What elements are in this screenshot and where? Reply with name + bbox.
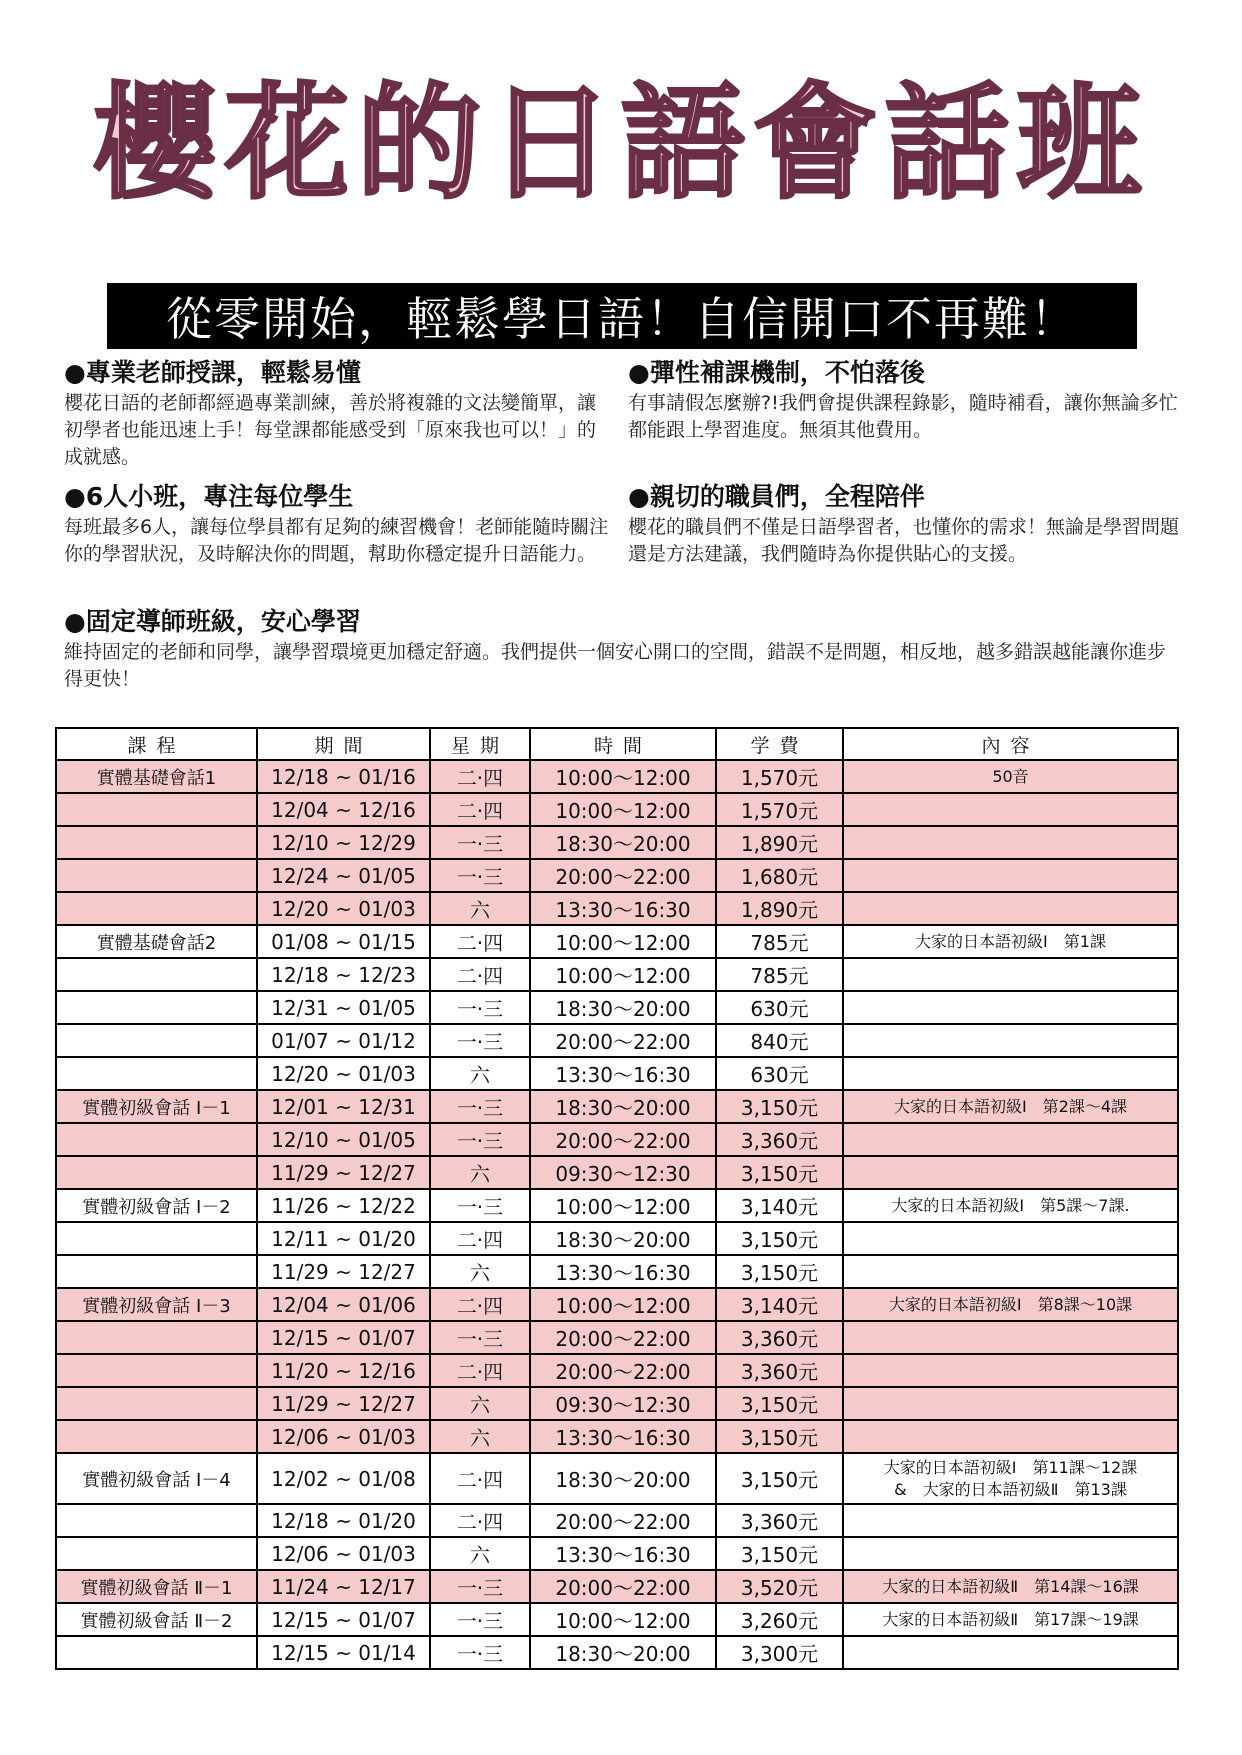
content-cell: 大家的日本語初級Ⅰ 第2課～4課 bbox=[843, 1090, 1178, 1123]
time-cell: 18:30～20:00 bbox=[530, 1453, 716, 1504]
fee-cell: 3,150元 bbox=[716, 1453, 843, 1504]
table-row bbox=[56, 793, 1178, 826]
time-cell: 13:30～16:30 bbox=[530, 1420, 716, 1453]
content-cell: 大家的日本語初級Ⅰ 第8課～10課 bbox=[843, 1288, 1178, 1321]
fee-cell: 3,260元 bbox=[716, 1603, 843, 1636]
fee-cell: 3,150元 bbox=[716, 1255, 843, 1288]
content-cell: 大家的日本語初級Ⅱ 第17課～19課 bbox=[843, 1603, 1178, 1636]
fee-cell: 785元 bbox=[716, 925, 843, 958]
col-header-fee: 学費 bbox=[716, 728, 843, 760]
time-cell: 09:30～12:30 bbox=[530, 1156, 716, 1189]
table-row bbox=[56, 1504, 1178, 1537]
fee-cell: 3,150元 bbox=[716, 1222, 843, 1255]
content-cell bbox=[843, 1156, 1178, 1189]
period-cell: 12/20 ~ 01/03 bbox=[257, 892, 430, 925]
table-row bbox=[56, 1156, 1178, 1189]
course-cell bbox=[56, 1537, 257, 1570]
content-cell bbox=[843, 1420, 1178, 1453]
table-row bbox=[56, 1024, 1178, 1057]
fee-cell: 1,890元 bbox=[716, 826, 843, 859]
slogan-banner: 從零開始，輕鬆學日語！自信開口不再難！ bbox=[107, 283, 1137, 349]
course-cell bbox=[56, 892, 257, 925]
period-cell: 12/15 ~ 01/14 bbox=[257, 1636, 430, 1669]
period-cell: 12/24 ~ 01/05 bbox=[257, 859, 430, 892]
content-cell: 大家的日本語初級Ⅰ 第11課～12課 & 大家的日本語初級Ⅱ 第13課 bbox=[843, 1453, 1178, 1504]
col-header-time: 時間 bbox=[530, 728, 716, 760]
content-cell bbox=[843, 859, 1178, 892]
fee-cell: 3,300元 bbox=[716, 1636, 843, 1669]
period-cell: 11/24 ~ 12/17 bbox=[257, 1570, 430, 1603]
fee-cell: 3,520元 bbox=[716, 1570, 843, 1603]
weekday-cell: 六 bbox=[430, 1057, 530, 1090]
fee-cell: 3,360元 bbox=[716, 1321, 843, 1354]
table-row bbox=[56, 1387, 1178, 1420]
content-cell bbox=[843, 958, 1178, 991]
weekday-cell: 六 bbox=[430, 1537, 530, 1570]
period-cell: 11/29 ~ 12/27 bbox=[257, 1387, 430, 1420]
weekday-cell: 二·四 bbox=[430, 958, 530, 991]
content-cell bbox=[843, 1636, 1178, 1669]
course-cell bbox=[56, 859, 257, 892]
time-cell: 20:00～22:00 bbox=[530, 1321, 716, 1354]
table-row bbox=[56, 1057, 1178, 1090]
weekday-cell: 二·四 bbox=[430, 1354, 530, 1387]
table-row bbox=[56, 1255, 1178, 1288]
period-cell: 11/29 ~ 12/27 bbox=[257, 1255, 430, 1288]
feature-professional-teachers bbox=[64, 356, 614, 471]
course-cell bbox=[56, 1123, 257, 1156]
content-cell: 大家的日本語初級Ⅱ 第14課～16課 bbox=[843, 1570, 1178, 1603]
period-cell: 12/18 ~ 12/23 bbox=[257, 958, 430, 991]
weekday-cell: 一·三 bbox=[430, 1090, 530, 1123]
table-row bbox=[56, 925, 1178, 958]
course-cell: 實體初級會話 Ⅰ－4 bbox=[56, 1453, 257, 1504]
table-row bbox=[56, 958, 1178, 991]
period-cell: 12/31 ~ 01/05 bbox=[257, 991, 430, 1024]
feature-text: 每班最多6人，讓每位學員都有足夠的練習機會！老師能隨時關注你的學習狀況，及時解決你的問題，幫助你穩定提升日語能力。 bbox=[64, 516, 609, 565]
time-cell: 20:00～22:00 bbox=[530, 1570, 716, 1603]
time-cell: 20:00～22:00 bbox=[530, 859, 716, 892]
period-cell: 12/06 ~ 01/03 bbox=[257, 1420, 430, 1453]
fee-cell: 1,890元 bbox=[716, 892, 843, 925]
weekday-cell: 一·三 bbox=[430, 1321, 530, 1354]
feature-heading: ●親切的職員們，全程陪伴 bbox=[628, 482, 925, 511]
weekday-cell: 六 bbox=[430, 892, 530, 925]
content-cell bbox=[843, 1354, 1178, 1387]
weekday-cell: 一·三 bbox=[430, 1189, 530, 1222]
content-cell bbox=[843, 1222, 1178, 1255]
content-cell: 50音 bbox=[843, 760, 1178, 793]
course-cell bbox=[56, 1024, 257, 1057]
content-cell bbox=[843, 1504, 1178, 1537]
period-cell: 12/10 ~ 01/05 bbox=[257, 1123, 430, 1156]
time-cell: 10:00～12:00 bbox=[530, 1288, 716, 1321]
fee-cell: 1,570元 bbox=[716, 793, 843, 826]
course-cell: 實體初級會話 Ⅰ－1 bbox=[56, 1090, 257, 1123]
weekday-cell: 一·三 bbox=[430, 826, 530, 859]
feature-text: 櫻花日語的老師都經過專業訓練，善於將複雜的文法變簡單，讓初學者也能迅速上手！每堂課都能感受到「原來我也可以！」的成就感。 bbox=[64, 392, 597, 468]
course-cell bbox=[56, 1420, 257, 1453]
course-cell bbox=[56, 1354, 257, 1387]
feature-heading: ●固定導師班級，安心學習 bbox=[64, 607, 361, 636]
table-row bbox=[56, 892, 1178, 925]
feature-heading: ●彈性補課機制，不怕落後 bbox=[628, 358, 925, 387]
period-cell: 12/04 ~ 12/16 bbox=[257, 793, 430, 826]
weekday-cell: 二·四 bbox=[430, 1504, 530, 1537]
table-row bbox=[56, 1354, 1178, 1387]
col-header-content: 內容 bbox=[843, 728, 1178, 760]
table-row bbox=[56, 1288, 1178, 1321]
feature-small-class bbox=[64, 480, 614, 568]
weekday-cell: 二·四 bbox=[430, 793, 530, 826]
table-row bbox=[56, 1570, 1178, 1603]
weekday-cell: 一·三 bbox=[430, 1570, 530, 1603]
content-cell bbox=[843, 1321, 1178, 1354]
fee-cell: 3,150元 bbox=[716, 1387, 843, 1420]
table-row bbox=[56, 1189, 1178, 1222]
course-cell bbox=[56, 1636, 257, 1669]
table-row bbox=[56, 991, 1178, 1024]
time-cell: 20:00～22:00 bbox=[530, 1123, 716, 1156]
course-cell: 實體初級會話 Ⅰ－3 bbox=[56, 1288, 257, 1321]
fee-cell: 3,150元 bbox=[716, 1156, 843, 1189]
weekday-cell: 一·三 bbox=[430, 991, 530, 1024]
table-row bbox=[56, 1222, 1178, 1255]
period-cell: 12/11 ~ 01/20 bbox=[257, 1222, 430, 1255]
table-row bbox=[56, 1537, 1178, 1570]
course-cell bbox=[56, 793, 257, 826]
period-cell: 12/01 ~ 12/31 bbox=[257, 1090, 430, 1123]
content-cell bbox=[843, 826, 1178, 859]
table-row bbox=[56, 826, 1178, 859]
fee-cell: 630元 bbox=[716, 1057, 843, 1090]
col-header-weekday: 星期 bbox=[430, 728, 530, 760]
period-cell: 12/06 ~ 01/03 bbox=[257, 1537, 430, 1570]
content-cell bbox=[843, 1024, 1178, 1057]
table-row bbox=[56, 1090, 1178, 1123]
time-cell: 10:00～12:00 bbox=[530, 1603, 716, 1636]
content-cell bbox=[843, 1255, 1178, 1288]
period-cell: 12/20 ~ 01/03 bbox=[257, 1057, 430, 1090]
feature-text: 有事請假怎麼辦?!我們會提供課程錄影，隨時補看，讓你無論多忙都能跟上學習進度。無須其他費用。 bbox=[628, 392, 1178, 441]
course-cell bbox=[56, 826, 257, 859]
content-cell bbox=[843, 991, 1178, 1024]
feature-friendly-staff bbox=[628, 480, 1184, 568]
page-title: 櫻花的日語會話班 bbox=[92, 72, 1149, 216]
period-cell: 11/29 ~ 12/27 bbox=[257, 1156, 430, 1189]
fee-cell: 1,570元 bbox=[716, 760, 843, 793]
course-cell bbox=[56, 1504, 257, 1537]
weekday-cell: 二·四 bbox=[430, 1453, 530, 1504]
feature-makeup-classes bbox=[628, 356, 1184, 444]
table-row bbox=[56, 760, 1178, 793]
col-header-course: 課程 bbox=[56, 728, 257, 760]
feature-fixed-tutor bbox=[64, 605, 1184, 693]
course-cell bbox=[56, 1387, 257, 1420]
fee-cell: 3,140元 bbox=[716, 1189, 843, 1222]
course-cell: 實體初級會話 Ⅱ－1 bbox=[56, 1570, 257, 1603]
table-row bbox=[56, 1453, 1178, 1504]
weekday-cell: 六 bbox=[430, 1420, 530, 1453]
weekday-cell: 一·三 bbox=[430, 1636, 530, 1669]
fee-cell: 840元 bbox=[716, 1024, 843, 1057]
time-cell: 10:00～12:00 bbox=[530, 760, 716, 793]
fee-cell: 3,150元 bbox=[716, 1537, 843, 1570]
period-cell: 12/15 ~ 01/07 bbox=[257, 1321, 430, 1354]
fee-cell: 785元 bbox=[716, 958, 843, 991]
content-cell bbox=[843, 793, 1178, 826]
table-row bbox=[56, 1603, 1178, 1636]
weekday-cell: 二·四 bbox=[430, 925, 530, 958]
course-cell bbox=[56, 991, 257, 1024]
period-cell: 12/18 ~ 01/20 bbox=[257, 1504, 430, 1537]
time-cell: 10:00～12:00 bbox=[530, 1189, 716, 1222]
period-cell: 12/02 ~ 01/08 bbox=[257, 1453, 430, 1504]
time-cell: 20:00～22:00 bbox=[530, 1354, 716, 1387]
time-cell: 18:30～20:00 bbox=[530, 1222, 716, 1255]
time-cell: 13:30～16:30 bbox=[530, 1537, 716, 1570]
course-cell bbox=[56, 1321, 257, 1354]
weekday-cell: 二·四 bbox=[430, 760, 530, 793]
weekday-cell: 二·四 bbox=[430, 1288, 530, 1321]
time-cell: 18:30～20:00 bbox=[530, 1636, 716, 1669]
content-cell bbox=[843, 1537, 1178, 1570]
fee-cell: 3,150元 bbox=[716, 1420, 843, 1453]
feature-heading: ●專業老師授課，輕鬆易懂 bbox=[64, 358, 361, 387]
fee-cell: 3,150元 bbox=[716, 1090, 843, 1123]
course-cell bbox=[56, 1057, 257, 1090]
col-header-period: 期間 bbox=[257, 728, 430, 760]
course-cell bbox=[56, 1255, 257, 1288]
content-cell bbox=[843, 1123, 1178, 1156]
course-cell: 實體基礎會話1 bbox=[56, 760, 257, 793]
table-row bbox=[56, 1636, 1178, 1669]
table-header-row bbox=[56, 728, 1178, 760]
time-cell: 09:30～12:30 bbox=[530, 1387, 716, 1420]
weekday-cell: 一·三 bbox=[430, 1123, 530, 1156]
period-cell: 11/26 ~ 12/22 bbox=[257, 1189, 430, 1222]
table-row bbox=[56, 1420, 1178, 1453]
time-cell: 20:00～22:00 bbox=[530, 1024, 716, 1057]
table-row bbox=[56, 1123, 1178, 1156]
period-cell: 12/15 ~ 01/07 bbox=[257, 1603, 430, 1636]
fee-cell: 630元 bbox=[716, 991, 843, 1024]
time-cell: 18:30～20:00 bbox=[530, 991, 716, 1024]
time-cell: 13:30～16:30 bbox=[530, 1057, 716, 1090]
content-cell bbox=[843, 892, 1178, 925]
time-cell: 10:00～12:00 bbox=[530, 958, 716, 991]
course-cell bbox=[56, 958, 257, 991]
content-cell: 大家的日本語初級Ⅰ 第1課 bbox=[843, 925, 1178, 958]
time-cell: 10:00～12:00 bbox=[530, 925, 716, 958]
period-cell: 12/04 ~ 01/06 bbox=[257, 1288, 430, 1321]
schedule-table bbox=[55, 727, 1179, 1670]
feature-text: 維持固定的老師和同學，讓學習環境更加穩定舒適。我們提供一個安心開口的空間，錯誤不是問題，相反地，越多錯誤越能讓你進步得更快！ bbox=[64, 641, 1167, 690]
time-cell: 13:30～16:30 bbox=[530, 892, 716, 925]
time-cell: 20:00～22:00 bbox=[530, 1504, 716, 1537]
period-cell: 01/08 ~ 01/15 bbox=[257, 925, 430, 958]
fee-cell: 3,360元 bbox=[716, 1504, 843, 1537]
feature-text: 櫻花的職員們不僅是日語學習者，也懂你的需求！無論是學習問題還是方法建議，我們隨時為你提供貼心的支援。 bbox=[628, 516, 1180, 565]
weekday-cell: 一·三 bbox=[430, 1603, 530, 1636]
time-cell: 18:30～20:00 bbox=[530, 826, 716, 859]
period-cell: 11/20 ~ 12/16 bbox=[257, 1354, 430, 1387]
period-cell: 12/10 ~ 12/29 bbox=[257, 826, 430, 859]
time-cell: 18:30～20:00 bbox=[530, 1090, 716, 1123]
table-row bbox=[56, 1321, 1178, 1354]
course-cell bbox=[56, 1156, 257, 1189]
period-cell: 12/18 ~ 01/16 bbox=[257, 760, 430, 793]
content-cell bbox=[843, 1057, 1178, 1090]
course-cell: 實體基礎會話2 bbox=[56, 925, 257, 958]
table-row bbox=[56, 859, 1178, 892]
weekday-cell: 六 bbox=[430, 1156, 530, 1189]
course-cell bbox=[56, 1222, 257, 1255]
fee-cell: 3,140元 bbox=[716, 1288, 843, 1321]
fee-cell: 3,360元 bbox=[716, 1354, 843, 1387]
weekday-cell: 一·三 bbox=[430, 859, 530, 892]
course-cell: 實體初級會話 Ⅱ－2 bbox=[56, 1603, 257, 1636]
fee-cell: 1,680元 bbox=[716, 859, 843, 892]
feature-heading: ●6人小班，專注每位學生 bbox=[64, 482, 354, 511]
weekday-cell: 六 bbox=[430, 1255, 530, 1288]
time-cell: 10:00～12:00 bbox=[530, 793, 716, 826]
time-cell: 13:30～16:30 bbox=[530, 1255, 716, 1288]
content-cell bbox=[843, 1387, 1178, 1420]
period-cell: 01/07 ~ 01/12 bbox=[257, 1024, 430, 1057]
content-cell: 大家的日本語初級Ⅰ 第5課～7課. bbox=[843, 1189, 1178, 1222]
weekday-cell: 二·四 bbox=[430, 1222, 530, 1255]
weekday-cell: 六 bbox=[430, 1387, 530, 1420]
weekday-cell: 一·三 bbox=[430, 1024, 530, 1057]
fee-cell: 3,360元 bbox=[716, 1123, 843, 1156]
course-cell: 實體初級會話 Ⅰ－2 bbox=[56, 1189, 257, 1222]
